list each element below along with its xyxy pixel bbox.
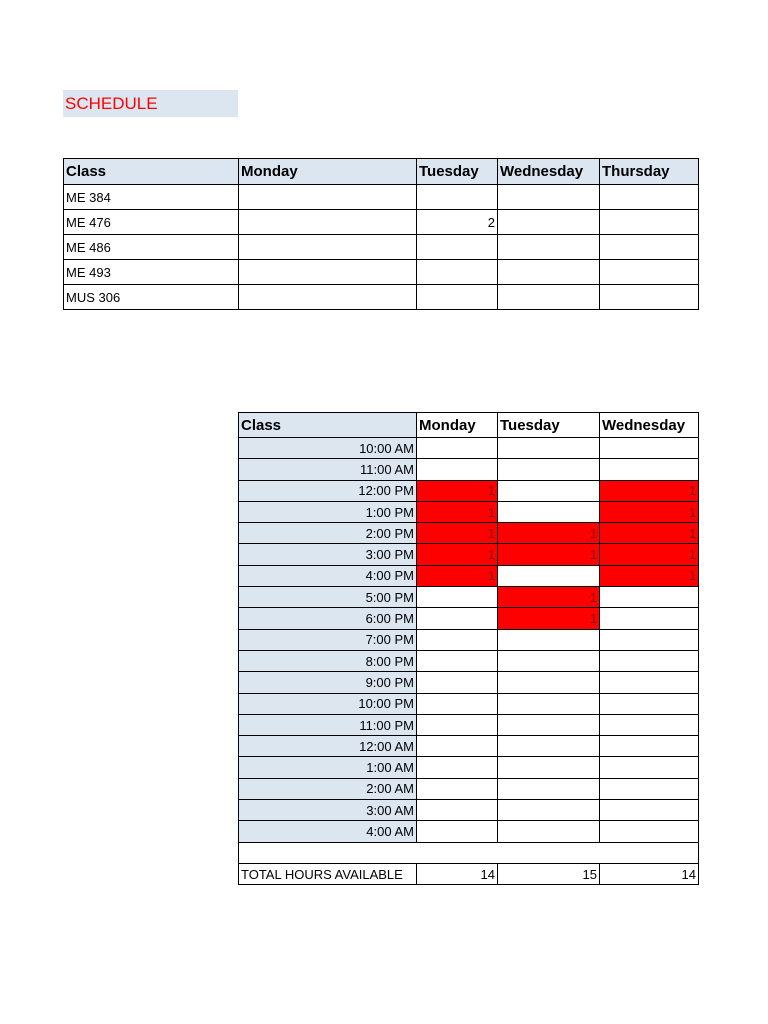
- class-name-cell[interactable]: ME 486: [64, 235, 239, 260]
- availability-cell[interactable]: [498, 480, 600, 501]
- grid-cell[interactable]: [498, 235, 600, 260]
- grid-cell[interactable]: [600, 260, 699, 285]
- header-tuesday[interactable]: Tuesday: [417, 159, 498, 185]
- availability-cell[interactable]: [498, 736, 600, 757]
- availability-cell[interactable]: [600, 608, 699, 629]
- availability-cell[interactable]: [600, 778, 699, 799]
- availability-cell[interactable]: [417, 714, 498, 735]
- availability-cell[interactable]: [498, 459, 600, 480]
- availability-cell[interactable]: [600, 565, 699, 586]
- time-slot-cell[interactable]: 12:00 PM: [239, 480, 417, 501]
- header-monday[interactable]: Monday: [239, 159, 417, 185]
- table-row: [239, 736, 699, 757]
- availability-cell[interactable]: [417, 672, 498, 693]
- class-name-cell[interactable]: ME 476: [64, 210, 239, 235]
- time-slot-cell[interactable]: 10:00 PM: [239, 693, 417, 714]
- class-name-cell[interactable]: MUS 306: [64, 285, 239, 310]
- availability-cell[interactable]: [600, 714, 699, 735]
- time-slot-cell[interactable]: 11:00 PM: [239, 714, 417, 735]
- schedule-title: SCHEDULE: [63, 90, 238, 117]
- time-slot-cell[interactable]: 5:00 PM: [239, 587, 417, 608]
- grid-cell[interactable]: [239, 285, 417, 310]
- busy-value: 1: [487, 504, 495, 520]
- busy-value: 1: [688, 504, 696, 520]
- time-slot-cell[interactable]: 10:00 AM: [239, 438, 417, 459]
- availability-cell[interactable]: [600, 480, 699, 501]
- availability-cell[interactable]: [498, 714, 600, 735]
- availability-cell[interactable]: [600, 438, 699, 459]
- table-row: [64, 210, 699, 235]
- table-row: [64, 285, 699, 310]
- availability-cell[interactable]: [600, 523, 699, 544]
- class-name-cell[interactable]: ME 384: [64, 185, 239, 210]
- busy-value: 1: [589, 611, 597, 627]
- availability-cell[interactable]: [600, 587, 699, 608]
- availability-cell[interactable]: [600, 629, 699, 650]
- availability-cell[interactable]: [417, 736, 498, 757]
- grid-cell[interactable]: [498, 210, 600, 235]
- availability-cell[interactable]: [600, 544, 699, 565]
- grid-cell[interactable]: [417, 185, 498, 210]
- header-class[interactable]: Class: [239, 413, 417, 438]
- table-row: [239, 565, 699, 586]
- availability-cell[interactable]: [498, 650, 600, 671]
- time-slot-cell[interactable]: 1:00 AM: [239, 757, 417, 778]
- availability-cell[interactable]: [600, 800, 699, 821]
- availability-cell[interactable]: [417, 650, 498, 671]
- availability-cell[interactable]: [498, 778, 600, 799]
- availability-cell[interactable]: [498, 757, 600, 778]
- availability-cell[interactable]: [417, 757, 498, 778]
- total-tuesday-cell[interactable]: 15: [498, 863, 600, 884]
- table-row: [239, 501, 699, 522]
- availability-cell[interactable]: [498, 501, 600, 522]
- time-slot-cell[interactable]: 1:00 PM: [239, 501, 417, 522]
- spacer-cell[interactable]: [239, 842, 417, 863]
- availability-cell[interactable]: [600, 693, 699, 714]
- availability-cell[interactable]: [600, 672, 699, 693]
- class-name-cell[interactable]: ME 493: [64, 260, 239, 285]
- grid-cell[interactable]: [417, 285, 498, 310]
- availability-cell[interactable]: [498, 608, 600, 629]
- time-slot-cell[interactable]: 4:00 AM: [239, 821, 417, 842]
- header-tuesday[interactable]: Tuesday: [498, 413, 600, 438]
- availability-cell[interactable]: [600, 757, 699, 778]
- availability-cell[interactable]: [498, 544, 600, 565]
- grid-cell[interactable]: 2: [417, 210, 498, 235]
- table-row: [64, 185, 699, 210]
- grid-cell[interactable]: [498, 285, 600, 310]
- table-row: [239, 821, 699, 842]
- availability-cell[interactable]: [417, 587, 498, 608]
- grid-cell[interactable]: [417, 235, 498, 260]
- availability-cell[interactable]: [498, 629, 600, 650]
- availability-cell[interactable]: [600, 650, 699, 671]
- time-slot-cell[interactable]: 4:00 PM: [239, 565, 417, 586]
- time-slot-cell[interactable]: 2:00 AM: [239, 778, 417, 799]
- header-monday[interactable]: Monday: [417, 413, 498, 438]
- busy-value: 1: [487, 525, 495, 541]
- table-row: [239, 587, 699, 608]
- table-row: [239, 714, 699, 735]
- availability-cell[interactable]: [600, 736, 699, 757]
- spacer-cell[interactable]: [417, 842, 498, 863]
- busy-value: 1: [487, 483, 495, 499]
- total-wednesday-cell[interactable]: 14: [600, 863, 699, 884]
- table-row: [239, 778, 699, 799]
- availability-header-row: [239, 413, 699, 438]
- grid-cell[interactable]: [239, 185, 417, 210]
- header-thursday[interactable]: Thursday: [600, 159, 699, 185]
- busy-value: 1: [688, 568, 696, 584]
- table-row: [239, 757, 699, 778]
- table-row: [239, 480, 699, 501]
- header-wednesday[interactable]: Wednesday: [498, 159, 600, 185]
- availability-cell[interactable]: [417, 778, 498, 799]
- table-row: [239, 800, 699, 821]
- availability-cell[interactable]: [417, 693, 498, 714]
- busy-value: 1: [688, 525, 696, 541]
- availability-cell[interactable]: [600, 459, 699, 480]
- availability-rows: [239, 438, 699, 843]
- availability-cell[interactable]: [417, 821, 498, 842]
- time-slot-cell[interactable]: 9:00 PM: [239, 672, 417, 693]
- totals-row: [239, 863, 699, 884]
- availability-cell[interactable]: [600, 821, 699, 842]
- time-slot-cell[interactable]: 3:00 PM: [239, 544, 417, 565]
- availability-cell[interactable]: [498, 821, 600, 842]
- total-monday-cell[interactable]: 14: [417, 863, 498, 884]
- grid-cell[interactable]: [600, 185, 699, 210]
- time-slot-cell[interactable]: 7:00 PM: [239, 629, 417, 650]
- grid-cell[interactable]: [239, 260, 417, 285]
- busy-value: 1: [688, 483, 696, 499]
- spacer-cell[interactable]: [600, 842, 699, 863]
- availability-cell[interactable]: [498, 672, 600, 693]
- table-row: [64, 260, 699, 285]
- availability-cell[interactable]: [417, 800, 498, 821]
- availability-cell[interactable]: [417, 544, 498, 565]
- busy-value: 1: [589, 525, 597, 541]
- header-class[interactable]: Class: [64, 159, 239, 185]
- time-slot-cell[interactable]: 6:00 PM: [239, 608, 417, 629]
- availability-cell[interactable]: [417, 438, 498, 459]
- availability-cell[interactable]: [417, 608, 498, 629]
- grid-cell[interactable]: [417, 260, 498, 285]
- grid-cell[interactable]: [600, 235, 699, 260]
- header-wednesday[interactable]: Wednesday: [600, 413, 699, 438]
- table-row: [239, 523, 699, 544]
- table-row: [239, 650, 699, 671]
- time-slot-cell[interactable]: 8:00 PM: [239, 650, 417, 671]
- grid-cell[interactable]: [600, 285, 699, 310]
- availability-cell[interactable]: [498, 587, 600, 608]
- table-row: [239, 459, 699, 480]
- classes-table: [63, 158, 699, 310]
- busy-value: 1: [589, 547, 597, 563]
- spacer-row: [239, 842, 699, 863]
- table-row: [239, 608, 699, 629]
- time-slot-cell[interactable]: 3:00 AM: [239, 800, 417, 821]
- availability-cell[interactable]: [417, 459, 498, 480]
- grid-cell[interactable]: [239, 235, 417, 260]
- availability-cell[interactable]: [417, 480, 498, 501]
- table-row: [239, 438, 699, 459]
- table-row: [239, 693, 699, 714]
- availability-cell[interactable]: [417, 629, 498, 650]
- busy-value: 1: [487, 568, 495, 584]
- availability-cell[interactable]: [498, 800, 600, 821]
- availability-table: [238, 412, 699, 885]
- table-row: [239, 544, 699, 565]
- availability-cell[interactable]: [417, 501, 498, 522]
- time-slot-cell[interactable]: 2:00 PM: [239, 523, 417, 544]
- availability-cell[interactable]: [498, 438, 600, 459]
- busy-value: 1: [589, 589, 597, 605]
- grid-cell[interactable]: [498, 260, 600, 285]
- time-slot-cell[interactable]: 11:00 AM: [239, 459, 417, 480]
- busy-value: 1: [487, 547, 495, 563]
- spacer-cell[interactable]: [498, 842, 600, 863]
- grid-cell[interactable]: [600, 210, 699, 235]
- availability-cell[interactable]: [417, 565, 498, 586]
- grid-cell[interactable]: [239, 210, 417, 235]
- classes-header-row: [64, 159, 699, 185]
- table-row: [239, 672, 699, 693]
- busy-value: 1: [688, 547, 696, 563]
- availability-cell[interactable]: [600, 501, 699, 522]
- grid-cell[interactable]: [498, 185, 600, 210]
- table-row: [239, 629, 699, 650]
- availability-cell[interactable]: [498, 523, 600, 544]
- availability-cell[interactable]: [417, 523, 498, 544]
- availability-cell[interactable]: [498, 693, 600, 714]
- table-row: [64, 235, 699, 260]
- availability-cell[interactable]: [498, 565, 600, 586]
- time-slot-cell[interactable]: 12:00 AM: [239, 736, 417, 757]
- total-label-cell[interactable]: TOTAL HOURS AVAILABLE: [239, 863, 417, 884]
